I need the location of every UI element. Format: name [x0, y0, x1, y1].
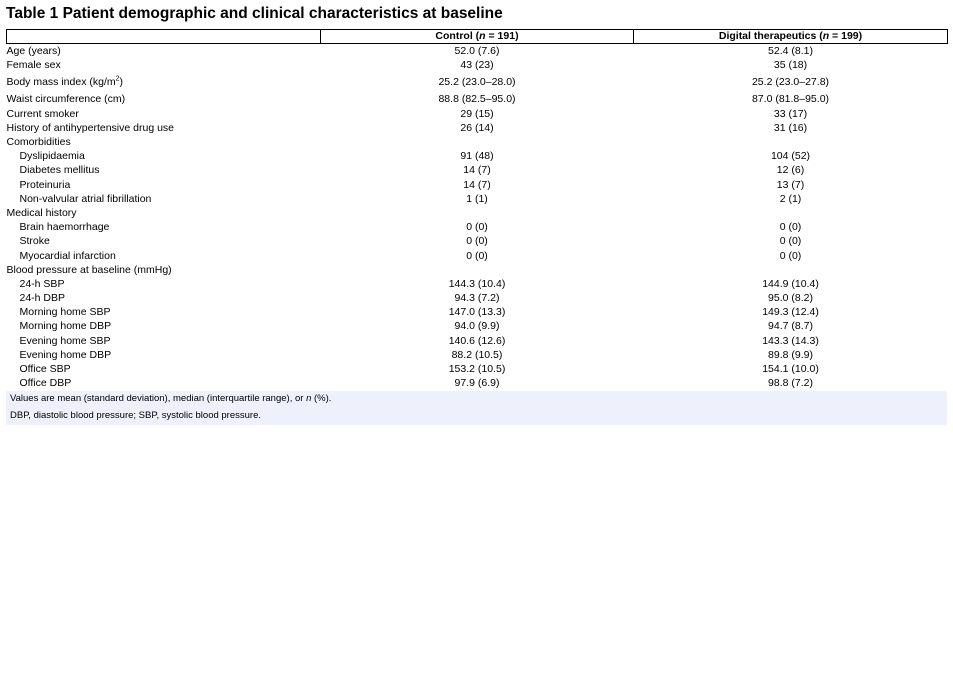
row-label: History of antihypertensive drug use	[6, 121, 175, 134]
control-value: 0 (0)	[466, 221, 488, 234]
control-value: 26 (14)	[460, 121, 494, 134]
table-row	[7, 362, 948, 376]
row-label: Waist circumference (cm)	[6, 93, 126, 106]
row-label: Medical history	[6, 206, 77, 219]
table-row	[7, 121, 948, 135]
table-header-row	[7, 30, 948, 44]
footnote-values: Values are mean (standard deviation), median (interquartile range), or n (%).	[10, 393, 332, 404]
table-row	[7, 206, 948, 220]
footnote-abbreviations: DBP, diastolic blood pressure; SBP, systolic blood pressure.	[10, 410, 262, 421]
dtx-value: 149.3 (12.4)	[762, 306, 819, 319]
dtx-value: 104 (52)	[770, 150, 811, 163]
header-control: Control (n = 191)	[321, 30, 634, 44]
control-value	[321, 263, 634, 277]
control-value: 25.2 (23.0–28.0)	[438, 76, 516, 89]
row-label: Dyslipidaemia	[19, 150, 85, 163]
dtx-value: 12 (6)	[776, 164, 805, 177]
control-value: 147.0 (13.3)	[448, 306, 506, 319]
row-label: Comorbidities	[6, 136, 71, 149]
dtx-value: 89.8 (9.9)	[768, 348, 813, 361]
row-label: Non-valvular atrial fibrillation	[19, 192, 152, 205]
row-label: Stroke	[19, 235, 50, 248]
table-row	[7, 319, 948, 333]
row-label: Office SBP	[19, 363, 71, 376]
table-row	[7, 305, 948, 319]
row-label: Morning home SBP	[19, 306, 111, 319]
table-row	[7, 149, 948, 163]
control-value: 88.8 (82.5–95.0)	[438, 93, 516, 106]
control-value	[321, 135, 634, 149]
row-label: Office DBP	[19, 377, 72, 390]
dtx-value: 33 (17)	[773, 107, 808, 120]
control-value: 14 (7)	[463, 164, 491, 177]
table-row	[7, 58, 948, 72]
dtx-value: 98.8 (7.2)	[768, 377, 813, 390]
dtx-value: 87.0 (81.8–95.0)	[751, 93, 830, 106]
control-value: 88.2 (10.5)	[451, 348, 503, 361]
table-row	[7, 291, 948, 305]
dtx-value: 0 (0)	[779, 235, 802, 248]
row-label: Female sex	[6, 59, 61, 72]
table-row	[7, 107, 948, 121]
table-row	[7, 135, 948, 149]
control-value: 144.3 (10.4)	[448, 277, 506, 290]
row-label: 24-h SBP	[19, 277, 65, 290]
control-value: 0 (0)	[466, 235, 488, 248]
row-label: Brain haemorrhage	[19, 221, 110, 234]
control-value: 153.2 (10.5)	[448, 363, 506, 376]
table-row	[7, 163, 948, 177]
dtx-value: 13 (7)	[776, 178, 805, 191]
dtx-value: 25.2 (23.0–27.8)	[751, 76, 830, 89]
dtx-value: 144.9 (10.4)	[762, 277, 819, 290]
dtx-value: 35 (18)	[773, 59, 808, 72]
control-value: 29 (15)	[460, 107, 494, 120]
row-label: Age (years)	[6, 45, 61, 58]
dtx-value	[634, 206, 948, 220]
baseline-characteristics-table	[6, 29, 948, 390]
dtx-value: 0 (0)	[779, 249, 802, 262]
row-label: Blood pressure at baseline (mmHg)	[6, 263, 172, 276]
control-value: 43 (23)	[460, 59, 494, 72]
dtx-value: 2 (1)	[779, 192, 802, 205]
table-row	[7, 44, 948, 59]
header-characteristic	[7, 30, 321, 44]
row-label: Body mass index $(kg/m^2)$	[6, 75, 124, 89]
table-row	[7, 234, 948, 248]
dtx-value: 94.7 (8.7)	[768, 320, 813, 333]
control-value: 97.9 (6.9)	[454, 377, 500, 390]
dtx-value: 31 (16)	[773, 121, 808, 134]
table-row	[7, 92, 948, 106]
table-row	[7, 178, 948, 192]
table-row	[7, 220, 948, 234]
row-label: Current smoker	[6, 107, 79, 120]
table-row	[7, 192, 948, 206]
dtx-value: 52.4 (8.1)	[768, 45, 813, 58]
table-row	[7, 277, 948, 291]
row-label: Myocardial infarction	[19, 249, 116, 262]
table-row	[7, 263, 948, 277]
control-value: 140.6 (12.6)	[448, 334, 506, 347]
row-label: Evening home SBP	[19, 334, 111, 347]
dtx-value	[634, 263, 948, 277]
control-value: 0 (0)	[466, 249, 488, 262]
table-row	[7, 376, 948, 390]
control-value: 94.3 (7.2)	[454, 292, 500, 305]
table-row	[7, 248, 948, 262]
dtx-value: 0 (0)	[779, 221, 802, 234]
control-value: 1 (1)	[466, 192, 488, 205]
table-row	[7, 72, 948, 92]
row-label: 24-h DBP	[19, 292, 66, 305]
table-footnotes	[6, 391, 947, 425]
row-label: Morning home DBP	[19, 320, 112, 333]
control-value: 14 (7)	[463, 178, 491, 191]
dtx-value: 154.1 (10.0)	[762, 363, 819, 376]
dtx-value	[634, 135, 948, 149]
control-value: 94.0 (9.9)	[454, 320, 500, 333]
control-value	[321, 206, 634, 220]
dtx-value: 95.0 (8.2)	[768, 292, 813, 305]
table-row	[7, 348, 948, 362]
row-label: Diabetes mellitus	[19, 164, 100, 177]
table-title: Table 1 Patient demographic and clinical characteristics at baseline	[6, 5, 503, 22]
control-value: 52.0 (7.6)	[454, 45, 500, 58]
dtx-value: 143.3 (14.3)	[762, 334, 819, 347]
control-value: 91 (48)	[460, 150, 494, 163]
table-row	[7, 334, 948, 348]
header-digital-therapeutics: Digital therapeutics (n = 199)	[634, 30, 948, 44]
row-label: Evening home DBP	[19, 348, 112, 361]
row-label: Proteinuria	[19, 178, 71, 191]
